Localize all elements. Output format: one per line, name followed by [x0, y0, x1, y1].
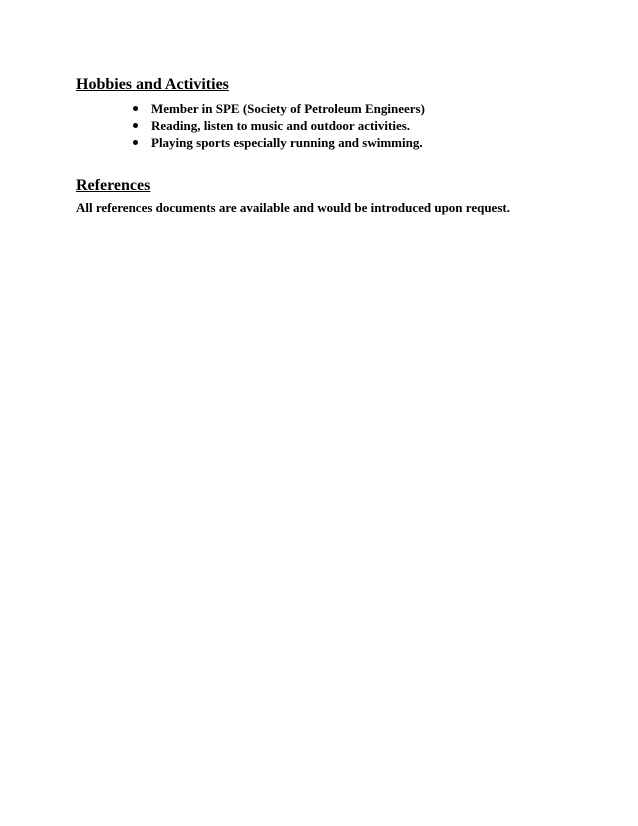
bullet-icon: [133, 123, 138, 128]
references-text: All references documents are available and would be introduced upon request.: [76, 200, 510, 215]
list-item: [133, 117, 425, 134]
list-item: [133, 100, 425, 117]
references-heading: References: [76, 177, 151, 194]
bullet-icon: [133, 106, 138, 111]
list-item-text: Reading, listen to music and outdoor activities.: [151, 118, 411, 133]
bullet-icon: [133, 140, 138, 145]
list-item-text: Playing sports especially running and swimming.: [151, 135, 423, 150]
hobbies-list: [133, 100, 425, 151]
list-item: [133, 134, 425, 151]
list-item-text: Member in SPE (Society of Petroleum Engineers): [151, 101, 425, 116]
hobbies-heading: Hobbies and Activities: [76, 76, 229, 93]
